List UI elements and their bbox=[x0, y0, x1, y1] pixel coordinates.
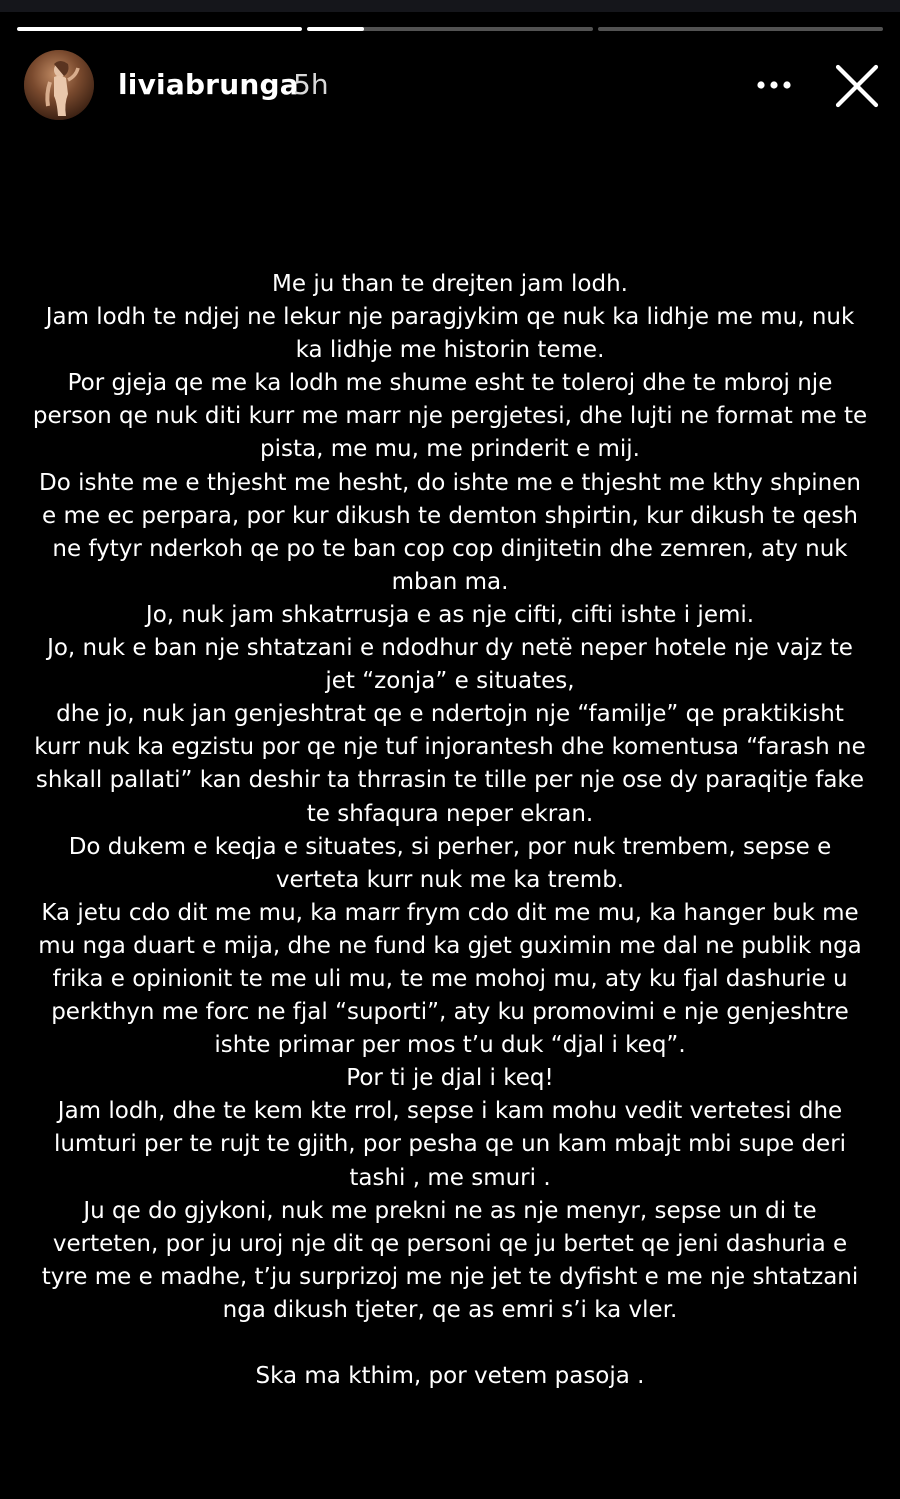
story-paragraph: Jo, nuk jam shkatrrusja e as nje cifti, cifti ishte i jemi. bbox=[145, 601, 755, 628]
story-paragraph: Ska ma kthim, por vetem pasoja . bbox=[255, 1363, 645, 1390]
progress-segment bbox=[17, 27, 302, 31]
story-paragraph: dhe jo, nuk jan genjeshtrat qe e ndertojn nje “familje” qe praktikisht kurr nuk ka egzistu por qe nje tuf injorantesh dhe komentusa “farash ne shkall pallati” kan deshir ta thrrasin te tille per nje ose dy paraqitje fake te shfaqura neper ekran. bbox=[34, 701, 866, 827]
progress-fill bbox=[307, 27, 364, 31]
top-status-area bbox=[0, 0, 900, 12]
story-paragraph: Por ti je djal i keq! bbox=[346, 1065, 554, 1092]
progress-segment bbox=[598, 27, 883, 31]
story-progress-bars bbox=[17, 27, 883, 31]
story-header bbox=[0, 44, 900, 128]
avatar-image bbox=[24, 50, 94, 120]
story-paragraph: Ju qe do gjykoni, nuk me prekni ne as nje menyr, sepse un di te verteten, por ju uroj nje dit qe personi qe ju bertet qe jeni dashuria e tyre me e madhe, t’ju surprizoj me nje jet te dyfisht e me nje shtatzani nga dikush tjeter, qe as emri s’i ka vler. bbox=[41, 1197, 859, 1323]
story-paragraph: Por gjeja qe me ka lodh me shume esht te toleroj dhe te mbroj nje person qe nuk diti kurr me marr nje pergjetesi, dhe lujti ne format me te pista, me mu, me prinderit e mij. bbox=[32, 370, 868, 463]
story-paragraph: Ka jetu cdo dit me mu, ka marr frym cdo dit me mu, ka hanger buk me mu nga duart e mija, dhe ne fund ka gjet guximin me dal ne publik nga frika e opinionit te me uli mu, te me mohoj mu, aty ku fjal dashurie u perkthyn me forc ne fjal “suporti”, aty ku promovimi e nje genjeshtre ishte primar per mos t’u duk “djal i keq”. bbox=[38, 899, 862, 1059]
timestamp: 5h bbox=[293, 68, 329, 101]
story-paragraph: Jam lodh te ndjej ne lekur nje paragjykim qe nuk ka lidhje me mu, nuk ka lidhje me historin teme. bbox=[45, 304, 855, 364]
username[interactable]: liviabrunga bbox=[118, 68, 299, 101]
story-paragraph: Jo, nuk e ban nje shtatzani e ndodhur dy netë neper hotele nje vajz te jet “zonja” e situates, bbox=[47, 635, 853, 695]
story-text-overlay bbox=[30, 268, 870, 1393]
story-paragraph bbox=[30, 1327, 870, 1360]
story-paragraph: Do dukem e keqja e situates, si perher, por nuk trembem, sepse e verteta kurr nuk me ka tremb. bbox=[68, 833, 832, 893]
avatar[interactable] bbox=[24, 50, 94, 120]
story-paragraph: Do ishte me e thjesht me hesht, do ishte me e thjesht me kthy shpinen e me ec perpara, por kur dikush te demton shpirtin, kur dikush te qesh ne fytyr nderkoh qe po te ban cop cop dinjitetin dhe zemren, aty nuk mban ma. bbox=[39, 469, 861, 595]
progress-fill bbox=[17, 27, 302, 31]
story-paragraph: Jam lodh, dhe te kem kte rrol, sepse i kam mohu vedit vertetesi dhe lumturi per te rujt te gjith, por pesha qe un kam mbajt mbi supe deri tashi , me smuri . bbox=[53, 1098, 847, 1191]
story-paragraph: Me ju than te drejten jam lodh. bbox=[272, 271, 628, 297]
close-icon[interactable] bbox=[833, 62, 881, 110]
progress-segment bbox=[307, 27, 592, 31]
more-horizontal-icon[interactable] bbox=[752, 70, 796, 100]
